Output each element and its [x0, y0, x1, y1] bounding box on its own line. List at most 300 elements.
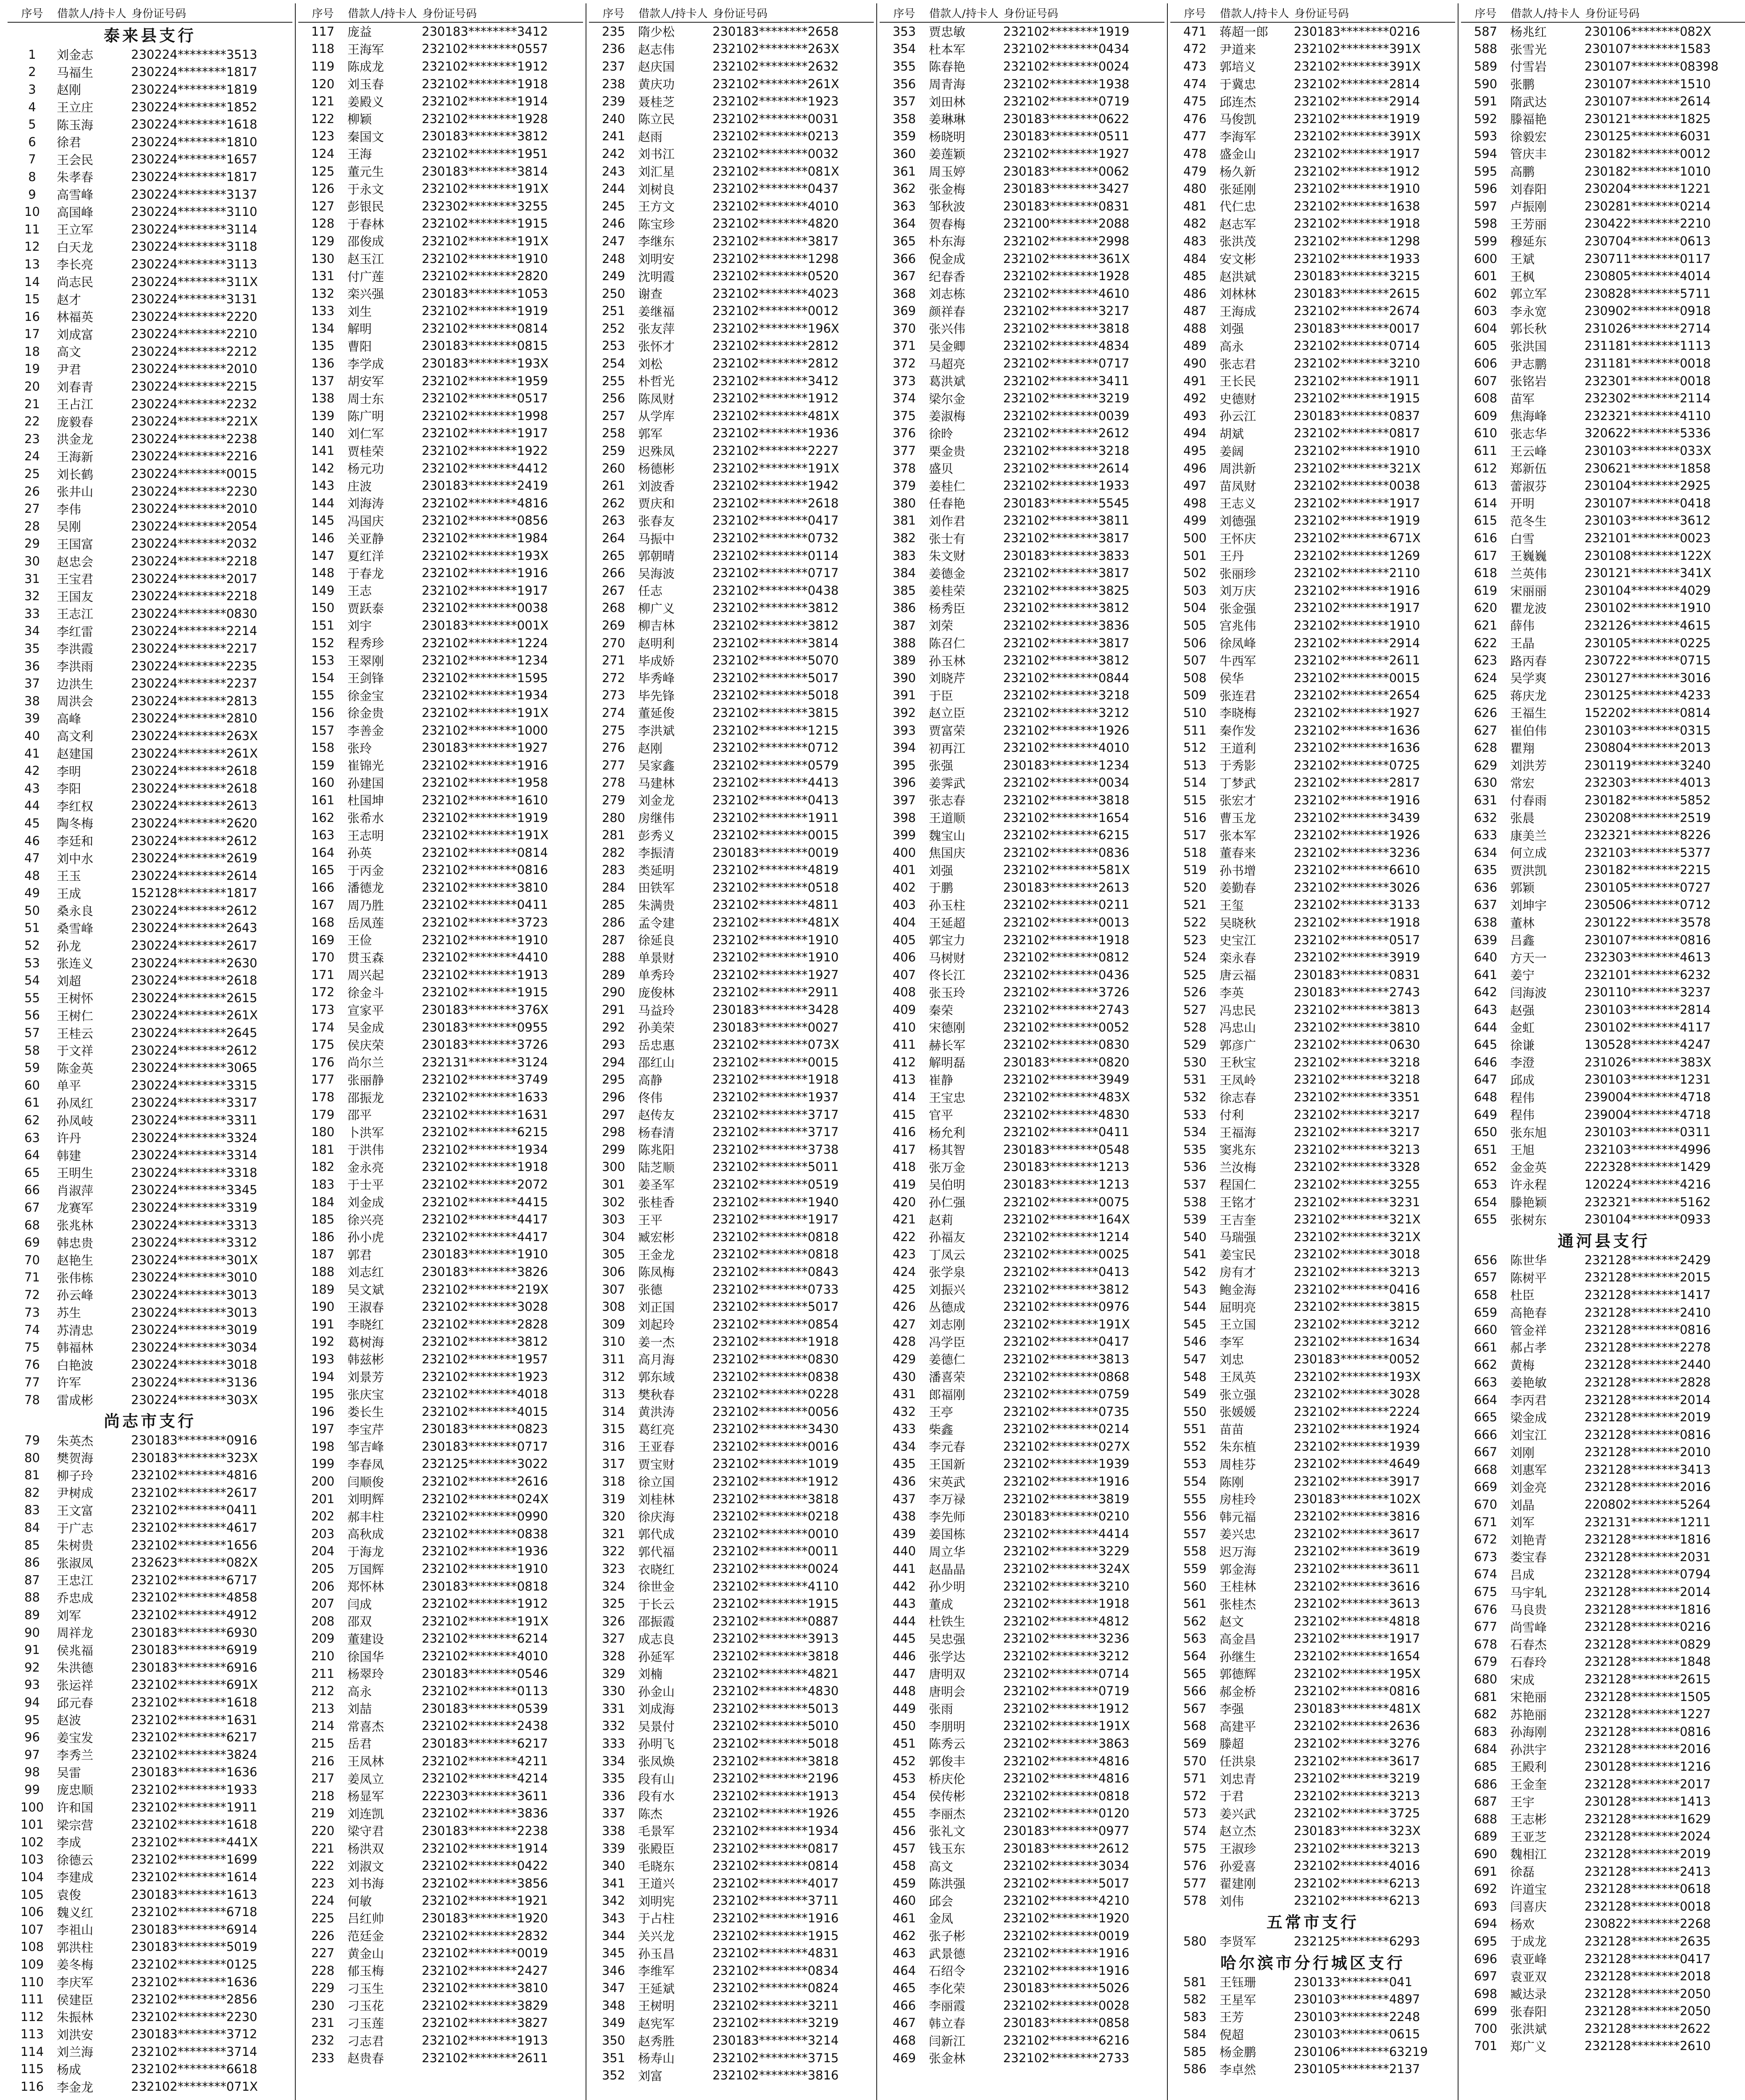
row-number: 67	[24, 1200, 40, 1215]
row-number: 338	[602, 1823, 625, 1838]
borrower-name: 杨金鹏	[1219, 2045, 1256, 2060]
borrower-name: 张树东	[1510, 1213, 1547, 1227]
id-number: 230224********3113	[131, 257, 258, 271]
borrower-name: 高文利	[57, 729, 94, 744]
borrower-name: 单平	[57, 1079, 81, 1093]
row-number: 51	[24, 921, 40, 935]
borrower-name: 邵双	[347, 1614, 372, 1629]
table-row	[8, 1956, 292, 1973]
header-no: 序号	[8, 3, 57, 22]
table-row	[298, 739, 583, 756]
borrower-name: 桑雪峰	[57, 921, 94, 936]
table-row	[1170, 651, 1455, 669]
row-number: 528	[1183, 1020, 1207, 1034]
table-row	[298, 354, 583, 372]
row-number: 276	[602, 740, 625, 755]
table-row	[1461, 844, 1745, 861]
row-number: 296	[602, 1090, 625, 1105]
id-number: 232102********1928	[422, 111, 548, 126]
table-row	[298, 1228, 583, 1246]
id-number: 232102********1224	[422, 635, 548, 650]
row-number: 23	[24, 431, 40, 446]
row-number: 488	[1183, 321, 1207, 336]
row-number: 400	[892, 845, 916, 860]
borrower-name: 马超亮	[929, 357, 966, 371]
id-number: 232102********3817	[1003, 531, 1130, 546]
row-number: 333	[602, 1736, 625, 1751]
row-number: 237	[602, 59, 625, 74]
borrower-name: 徐延良	[638, 933, 675, 948]
table-row	[1170, 844, 1455, 861]
table-row	[8, 832, 292, 850]
row-number: 648	[1474, 1090, 1498, 1105]
id-number: 232102********0417	[1003, 1334, 1130, 1349]
table-row	[1170, 1368, 1455, 1386]
borrower-name: 王立国	[1219, 1318, 1256, 1332]
borrower-name: 颜祥春	[929, 304, 966, 319]
borrower-name: 王晶	[1510, 636, 1535, 651]
borrower-name: 姜兴武	[1219, 1806, 1256, 1821]
id-number: 230224********0830	[131, 606, 258, 621]
id-number: 230224********2630	[131, 956, 258, 970]
row-number: 455	[892, 1806, 916, 1821]
row-number: 392	[892, 705, 916, 720]
borrower-name: 冯学臣	[929, 1335, 966, 1349]
id-number: 230183********0546	[422, 1666, 548, 1681]
row-number: 414	[892, 1090, 916, 1105]
table-row	[298, 232, 583, 250]
id-number: 230722********0715	[1585, 653, 1711, 668]
table-row	[1170, 599, 1455, 617]
borrower-name: 朱树贵	[57, 1538, 94, 1553]
id-number: 232102********1919	[1294, 513, 1420, 528]
borrower-name: 马宇轧	[1510, 1585, 1547, 1600]
id-number: 232102********1926	[1003, 723, 1130, 738]
table-row	[8, 885, 292, 902]
row-number: 685	[1474, 1759, 1498, 1774]
row-number: 357	[892, 94, 916, 109]
row-number: 212	[311, 1684, 335, 1698]
id-number: 232102********2812	[712, 356, 839, 371]
id-number: 232102********4816	[1003, 1771, 1130, 1786]
borrower-name: 孙建国	[347, 776, 384, 790]
id-number: 232102********193X	[422, 548, 549, 563]
row-number: 288	[602, 950, 625, 965]
row-number: 309	[602, 1317, 625, 1331]
row-number: 79	[24, 1433, 40, 1448]
row-number: 574	[1183, 1823, 1207, 1838]
row-number: 105	[20, 1887, 44, 1902]
id-number: 232102********0120	[1003, 1806, 1130, 1821]
row-number: 641	[1474, 967, 1498, 982]
id-number: 232128********2050	[1585, 1986, 1711, 2001]
table-row	[8, 1164, 292, 1181]
table-row	[1170, 1490, 1455, 1508]
id-number: 232102********1019	[712, 1457, 839, 1471]
id-number: 232102********1918	[422, 1160, 548, 1174]
id-number: 232102********1912	[422, 59, 548, 74]
id-number: 232102********1934	[422, 688, 548, 703]
borrower-name: 杨洪双	[347, 1842, 384, 1856]
row-number: 73	[24, 1305, 40, 1320]
borrower-name: 岳君	[347, 1737, 372, 1751]
table-row	[1461, 774, 1745, 792]
row-number: 616	[1474, 531, 1498, 546]
row-number: 298	[602, 1125, 625, 1139]
table-row	[1461, 1775, 1745, 1793]
row-number: 243	[602, 164, 625, 178]
borrower-name: 王翠刚	[347, 654, 384, 668]
borrower-name: 李秀兰	[57, 1748, 94, 1763]
borrower-name: 佟长江	[929, 968, 966, 983]
row-number: 577	[1183, 1876, 1207, 1890]
table-row	[589, 1071, 874, 1089]
id-number: 232102********1910	[422, 932, 548, 947]
table-row	[589, 110, 874, 128]
borrower-name: 孙玉昌	[638, 1946, 675, 1961]
id-number: 230621********1858	[1585, 461, 1711, 475]
row-number: 269	[602, 618, 625, 633]
borrower-name: 孙云峰	[57, 1288, 94, 1303]
list-column	[586, 3, 877, 2100]
table-row	[1461, 407, 1745, 425]
row-number: 215	[311, 1736, 335, 1751]
borrower-name: 窦兆东	[1219, 1143, 1256, 1158]
table-row	[298, 1315, 583, 1333]
borrower-name: 史德财	[1219, 391, 1256, 406]
id-number: 232102********1214	[1003, 1229, 1130, 1244]
borrower-name: 于君	[1219, 1789, 1244, 1804]
borrower-name: 杨寿山	[638, 2051, 675, 2066]
table-row	[1170, 1805, 1455, 1822]
table-row	[880, 1315, 1164, 1333]
id-number: 230224********311X	[131, 274, 258, 289]
table-row	[589, 1665, 874, 1683]
table-row	[1461, 634, 1745, 652]
table-row	[1170, 1525, 1455, 1543]
id-number: 232128********2024	[1585, 1829, 1711, 1844]
row-number: 149	[311, 583, 335, 598]
borrower-name: 许丹	[57, 1131, 81, 1146]
table-row	[1461, 984, 1745, 1001]
row-number: 363	[892, 199, 916, 213]
row-number: 235	[602, 24, 625, 39]
row-number: 443	[892, 1596, 916, 1611]
id-number: 232126********4615	[1585, 618, 1711, 633]
id-number: 232102********1910	[1294, 181, 1420, 196]
id-number: 232102********1915	[712, 1928, 839, 1943]
id-number: 232102********4812	[1003, 1614, 1130, 1628]
row-number: 620	[1474, 601, 1498, 615]
row-number: 359	[892, 129, 916, 144]
borrower-name: 于丙金	[347, 863, 384, 878]
id-number: 230127********3016	[1585, 670, 1711, 685]
row-number: 177	[311, 1072, 335, 1087]
borrower-name: 朱洪德	[57, 1661, 94, 1675]
id-number: 232102********1957	[422, 1352, 548, 1366]
row-number: 566	[1183, 1684, 1207, 1698]
row-number: 383	[892, 548, 916, 563]
borrower-name: 程秀珍	[347, 636, 384, 651]
id-number: 232128********2050	[1585, 2004, 1711, 2019]
table-row	[880, 704, 1164, 722]
row-number: 666	[1474, 1427, 1498, 1442]
id-number: 232102********0031	[712, 111, 839, 126]
borrower-name: 单秀玲	[638, 968, 675, 983]
id-number: 232102********1939	[1294, 1439, 1420, 1454]
borrower-name: 刘富	[638, 2068, 663, 2083]
borrower-name: 赫长军	[929, 1038, 966, 1053]
table-row	[1170, 948, 1455, 966]
row-number: 412	[892, 1055, 916, 1069]
id-number: 230224********303X	[131, 1392, 258, 1407]
borrower-name: 邵平	[347, 1108, 372, 1123]
table-row	[298, 879, 583, 896]
id-number: 232102********3412	[712, 373, 839, 388]
borrower-name: 秦荣	[929, 1003, 954, 1018]
row-number: 356	[892, 76, 916, 91]
borrower-name: 徐世金	[638, 1580, 675, 1594]
table-row	[880, 1228, 1164, 1246]
row-number: 647	[1474, 1072, 1498, 1087]
borrower-name: 董延俊	[638, 706, 675, 721]
table-row	[298, 844, 583, 861]
row-number: 112	[20, 2009, 44, 2024]
id-number: 232102********3212	[1003, 1649, 1130, 1664]
table-row	[1461, 1001, 1745, 1018]
row-number: 454	[892, 1788, 916, 1803]
table-row	[1461, 180, 1745, 197]
table-row	[8, 98, 292, 116]
borrower-name: 孙书增	[1219, 863, 1256, 878]
row-number: 267	[602, 583, 625, 598]
row-number: 630	[1474, 775, 1498, 790]
table-row	[1170, 1263, 1455, 1281]
header-no: 序号	[589, 3, 638, 22]
id-number: 232102********3028	[1294, 1387, 1420, 1402]
table-row	[8, 1711, 292, 1729]
table-row	[298, 1368, 583, 1386]
table-row	[589, 1525, 874, 1543]
row-number: 48	[24, 868, 40, 883]
table-row	[298, 1246, 583, 1263]
table-row	[8, 1571, 292, 1589]
table-row	[589, 302, 874, 320]
table-row	[1461, 1985, 1745, 2003]
table-row	[1461, 669, 1745, 687]
row-number: 531	[1183, 1072, 1207, 1087]
borrower-name: 李红雷	[57, 624, 94, 639]
table-row	[880, 1071, 1164, 1089]
borrower-name: 王芳丽	[1510, 217, 1547, 231]
id-number: 232102********3212	[1294, 1317, 1420, 1331]
header-borrower: 借款人/持卡人	[929, 3, 1003, 22]
borrower-name: 王国新	[929, 1457, 966, 1472]
borrower-name: 高文	[929, 1859, 954, 1874]
borrower-name: 杨欢	[1510, 1917, 1535, 1932]
row-number: 583	[1183, 2009, 1207, 2024]
row-number: 536	[1183, 1160, 1207, 1174]
id-number: 232102********2427	[422, 1963, 548, 1978]
table-row	[1170, 128, 1455, 145]
row-number: 157	[311, 723, 335, 738]
borrower-name: 王延超	[929, 916, 966, 930]
id-number: 232102********3714	[131, 2044, 258, 2059]
borrower-name: 郭俊丰	[929, 1754, 966, 1769]
borrower-name: 高秋成	[347, 1527, 384, 1542]
table-row	[880, 1647, 1164, 1665]
id-number: 230183********3428	[712, 1003, 839, 1017]
borrower-name: 刘书海	[347, 1877, 384, 1891]
header-id: 身份证号码	[131, 3, 292, 22]
row-number: 152	[311, 635, 335, 650]
table-row	[589, 2066, 874, 2084]
row-number: 94	[24, 1695, 40, 1710]
id-number: 230183********1213	[1003, 1160, 1130, 1174]
id-number: 232128********2014	[1585, 1585, 1711, 1599]
borrower-name: 姜圣军	[638, 1178, 675, 1192]
borrower-name: 王怀庆	[1219, 531, 1256, 546]
row-number: 538	[1183, 1194, 1207, 1209]
row-number: 452	[892, 1754, 916, 1768]
row-number: 100	[20, 1800, 44, 1814]
table-row	[8, 919, 292, 937]
borrower-name: 尹志鹏	[1510, 357, 1547, 371]
table-row	[1170, 1473, 1455, 1490]
table-row	[298, 564, 583, 582]
row-number: 178	[311, 1090, 335, 1105]
row-number: 451	[892, 1736, 916, 1751]
row-number: 307	[602, 1282, 625, 1297]
borrower-name: 闫成	[347, 1597, 372, 1612]
table-row	[880, 1368, 1164, 1386]
id-number: 232102********0816	[1294, 1684, 1420, 1698]
id-number: 230183********2658	[712, 24, 839, 39]
borrower-name: 尹树成	[57, 1486, 94, 1501]
row-number: 228	[311, 1963, 335, 1978]
id-number: 230183********0548	[1003, 1142, 1130, 1157]
row-number: 669	[1474, 1480, 1498, 1494]
id-number: 232102********0019	[1003, 1928, 1130, 1943]
row-number: 108	[20, 1940, 44, 1954]
borrower-name: 白天龙	[57, 240, 94, 255]
row-number: 304	[602, 1229, 625, 1244]
id-number: 230422********2210	[1585, 216, 1711, 231]
borrower-name: 徐兴亮	[347, 1213, 384, 1227]
id-number: 232102********0630	[1294, 1037, 1420, 1052]
borrower-name: 王桂云	[57, 1026, 94, 1041]
borrower-name: 王淑珍	[1219, 1842, 1256, 1856]
table-row	[1461, 722, 1745, 739]
table-row	[1170, 1001, 1455, 1018]
id-number: 232128********0618	[1585, 1882, 1711, 1896]
id-number: 232102********1919	[422, 304, 548, 318]
table-row	[1461, 2020, 1745, 2037]
row-number: 279	[602, 793, 625, 807]
id-number: 232102********1595	[422, 670, 548, 685]
borrower-name: 高月海	[638, 1352, 675, 1367]
row-number: 605	[1474, 339, 1498, 353]
table-row	[8, 867, 292, 885]
id-number: 232102********4415	[422, 1194, 548, 1209]
borrower-name: 桑永良	[57, 904, 94, 919]
borrower-name: 柳子玲	[57, 1468, 94, 1483]
row-number: 251	[602, 304, 625, 318]
id-number: 232102********0028	[1003, 1998, 1130, 2013]
id-number: 230224********2645	[131, 1026, 258, 1040]
id-number: 230182********2215	[1585, 863, 1711, 877]
id-number: 232102********1915	[712, 1596, 839, 1611]
id-number: 232102********3725	[1294, 1806, 1420, 1821]
id-number: 232102********2674	[1294, 304, 1420, 318]
row-number: 180	[311, 1125, 335, 1139]
row-number: 692	[1474, 1882, 1498, 1896]
id-number: 232102********0517	[1294, 932, 1420, 947]
table-row	[1170, 1752, 1455, 1770]
borrower-name: 田铁军	[638, 881, 675, 895]
row-number: 174	[311, 1020, 335, 1034]
header-borrower: 借款人/持卡人	[638, 3, 712, 22]
row-number: 176	[311, 1055, 335, 1069]
row-number: 380	[892, 496, 916, 510]
row-number: 263	[602, 513, 625, 528]
borrower-name: 张志华	[1510, 426, 1547, 441]
id-number: 230183********3412	[422, 24, 548, 39]
id-number: 230224********2613	[131, 798, 258, 813]
borrower-name: 初再江	[929, 741, 966, 756]
id-number: 222328********1429	[1585, 1160, 1711, 1174]
id-number: 232128********0018	[1585, 1899, 1711, 1914]
borrower-name: 吴家鑫	[638, 759, 675, 773]
row-number: 644	[1474, 1020, 1498, 1034]
row-number: 376	[892, 426, 916, 441]
borrower-name: 刘宝江	[1510, 1428, 1547, 1443]
borrower-name: 毕先锋	[638, 688, 675, 703]
table-row	[1170, 1990, 1455, 2008]
id-number: 230224********3312	[131, 1235, 258, 1250]
borrower-name: 孙明飞	[638, 1737, 675, 1751]
borrower-name: 王枫	[1510, 269, 1535, 284]
id-number: 232102********1958	[422, 775, 548, 790]
row-number: 444	[892, 1614, 916, 1628]
id-number: 232102********1916	[422, 566, 548, 580]
table-row	[298, 1543, 583, 1560]
table-row	[8, 168, 292, 186]
borrower-name: 王会民	[57, 152, 94, 167]
row-number: 537	[1183, 1177, 1207, 1192]
id-number: 232102********0818	[712, 1229, 839, 1244]
id-number: 232102********1916	[1294, 793, 1420, 807]
table-row	[1170, 1350, 1455, 1368]
id-number: 220802********5264	[1585, 1497, 1711, 1512]
row-number: 636	[1474, 880, 1498, 895]
row-number: 166	[311, 880, 335, 895]
table-row	[589, 1158, 874, 1176]
row-number: 442	[892, 1579, 916, 1593]
borrower-name: 庄波	[347, 479, 372, 494]
borrower-name: 潘喜荣	[929, 1370, 966, 1385]
row-number: 297	[602, 1107, 625, 1122]
id-number: 232102********0434	[1003, 42, 1130, 56]
id-number: 230183********3814	[422, 164, 548, 178]
id-number: 232102********4816	[131, 1468, 258, 1483]
branch-heading-row	[8, 22, 292, 46]
row-number: 619	[1474, 583, 1498, 598]
table-row	[8, 186, 292, 203]
table-row	[1170, 320, 1455, 337]
id-number: 232102********3133	[1294, 898, 1420, 912]
table-row	[589, 1612, 874, 1630]
